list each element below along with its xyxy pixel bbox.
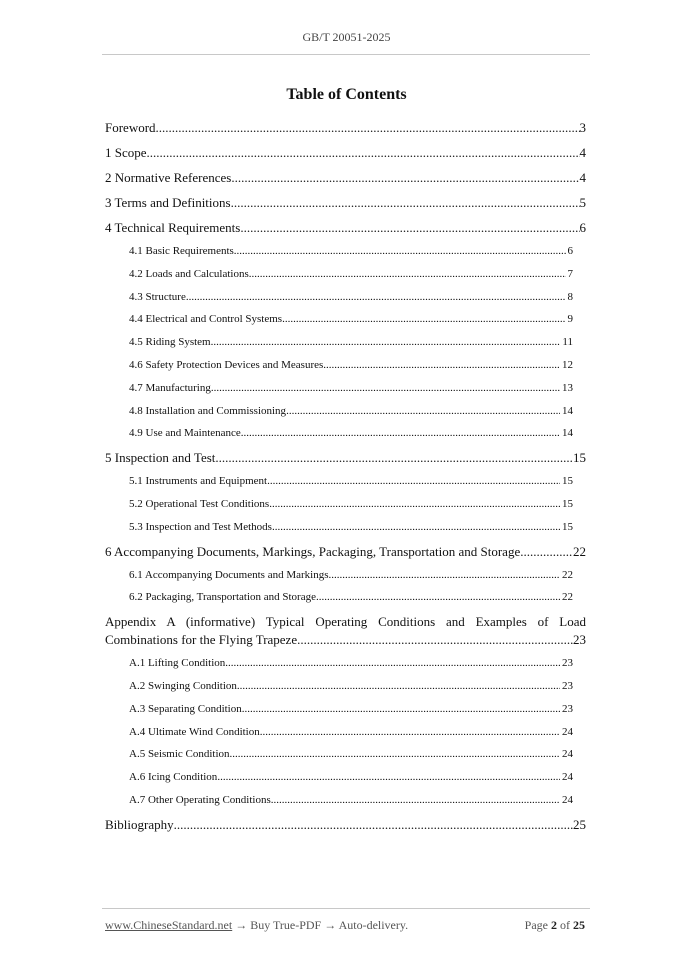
toc-entry-page: 23: [573, 632, 586, 648]
page-prefix: Page: [524, 918, 551, 932]
dot-leader: [267, 470, 560, 493]
toc-entry-label: 4.8 Installation and Commissioning: [129, 404, 287, 417]
table-of-contents: [105, 115, 586, 837]
dot-leader: [329, 564, 561, 587]
toc-entry[interactable]: [105, 516, 573, 539]
toc-entry-label: 5.1 Instruments and Equipment: [129, 475, 268, 488]
toc-entry-page: 3: [579, 120, 586, 135]
toc-entry-label: 6.1 Accompanying Documents and Markings: [129, 568, 329, 581]
toc-entry[interactable]: [105, 698, 573, 721]
toc-entry-page: 25: [573, 816, 586, 832]
toc-entry[interactable]: [105, 215, 586, 240]
dot-leader: [249, 263, 566, 286]
toc-entry-label: A.6 Icing Condition: [129, 771, 218, 784]
toc-entry-page: 14: [562, 404, 573, 417]
dot-leader: [234, 240, 566, 263]
toc-entry-label: 4.5 Riding System: [129, 336, 211, 349]
toc-entry-page: 22: [573, 543, 586, 559]
dot-leader: [186, 286, 566, 309]
toc-entry-label: Foreword: [105, 120, 156, 135]
toc-entry[interactable]: [105, 789, 573, 812]
toc-entry-page: 6: [567, 245, 573, 257]
toc-entry[interactable]: [105, 422, 573, 445]
toc-entry[interactable]: [105, 812, 586, 837]
dot-leader: [269, 493, 560, 516]
toc-entry-page: 7: [567, 267, 573, 280]
dot-leader: [225, 652, 560, 675]
toc-entry-label: A.1 Lifting Condition: [129, 657, 226, 670]
footer-divider: [102, 908, 590, 909]
toc-entry[interactable]: [105, 564, 573, 587]
toc-entry-page: 4: [579, 145, 586, 160]
toc-entry-page: 23: [562, 657, 573, 670]
toc-entry[interactable]: [105, 445, 586, 470]
dot-leader: [147, 140, 580, 165]
toc-entry-label-line1: Appendix A (informative) Typical Operating Conditions and Examples of Load: [105, 614, 586, 630]
page-footer: [105, 918, 585, 933]
toc-entry-page: 12: [562, 358, 573, 371]
toc-entry[interactable]: [105, 140, 586, 165]
page-current: 2: [551, 918, 557, 932]
toc-entry-label: 5 Inspection and Test: [105, 450, 216, 466]
toc-entry-label: 6 Accompanying Documents, Markings, Packaging, Transportation and Storage: [105, 543, 521, 559]
toc-entry-page: 24: [562, 793, 573, 806]
toc-entry-label: 5.3 Inspection and Test Methods: [129, 520, 272, 533]
toc-entry-label: 3 Terms and Definitions: [105, 195, 231, 210]
page-total: 25: [573, 918, 585, 932]
dot-leader: [215, 445, 573, 470]
footer-tagline: → Buy True-PDF → Auto-delivery.: [232, 918, 409, 932]
toc-entry[interactable]: [105, 354, 573, 377]
toc-entry-page: 8: [567, 290, 573, 303]
toc-entry-label: 5.2 Operational Test Conditions: [129, 497, 270, 510]
toc-entry-label: A.2 Swinging Condition: [129, 679, 237, 692]
toc-entry-label: A.4 Ultimate Wind Condition: [129, 725, 260, 738]
toc-entry-page: 15: [562, 497, 573, 510]
dot-leader: [230, 743, 560, 766]
footer-site-link[interactable]: www.ChineseStandard.net: [105, 918, 233, 932]
dot-leader: [211, 377, 560, 400]
toc-entry-label: 4.2 Loads and Calculations: [129, 267, 249, 280]
toc-entry[interactable]: [105, 539, 586, 564]
toc-entry-label: A.3 Separating Condition: [129, 702, 242, 715]
dot-leader: [231, 165, 579, 190]
toc-entry-label: 4.6 Safety Protection Devices and Measures: [129, 358, 324, 371]
toc-entry[interactable]: [105, 331, 573, 354]
footer-promo: [105, 918, 408, 933]
toc-entry-page: 22: [562, 568, 573, 581]
toc-entry[interactable]: [105, 400, 573, 423]
dot-leader: [174, 812, 573, 837]
toc-entry-page: 9: [567, 313, 573, 326]
dot-leader: [316, 586, 560, 609]
toc-entry-page: 15: [573, 450, 586, 466]
dot-leader: [520, 539, 573, 564]
toc-entry[interactable]: [105, 240, 573, 263]
toc-entry-label: 4.1 Basic Requirements: [129, 245, 234, 257]
dot-leader: [286, 400, 560, 423]
toc-entry[interactable]: [105, 652, 573, 675]
toc-entry[interactable]: [105, 743, 573, 766]
dot-leader: [282, 308, 565, 331]
toc-title: Table of Contents: [286, 86, 407, 103]
toc-entry-label: 2 Normative References: [105, 170, 232, 185]
page-number: [525, 918, 585, 933]
toc-entry-page: 23: [562, 679, 573, 692]
header-divider: [102, 54, 590, 55]
dot-leader: [323, 354, 560, 377]
toc-entry[interactable]: [105, 286, 573, 309]
toc-entry[interactable]: [105, 470, 573, 493]
dot-leader: [271, 789, 560, 812]
toc-entry[interactable]: [105, 766, 573, 789]
toc-entry-page: 4: [579, 170, 586, 185]
dot-leader: [272, 516, 560, 539]
dot-leader: [297, 631, 573, 649]
toc-entry-page: 6: [579, 220, 586, 235]
toc-entry[interactable]: [105, 493, 573, 516]
toc-entry[interactable]: [105, 609, 586, 652]
dot-leader: [231, 190, 580, 215]
toc-entry-page: 11: [562, 336, 573, 349]
toc-entry-label: 4.3 Structure: [129, 290, 186, 303]
dot-leader: [217, 766, 560, 789]
toc-entry-label: 4.4 Electrical and Control Systems: [129, 313, 283, 326]
toc-entry[interactable]: [105, 263, 573, 286]
toc-entry-label-line2: Combinations for the Flying Trapeze: [105, 632, 298, 648]
toc-entry-page: 23: [562, 702, 573, 715]
toc-entry[interactable]: [105, 377, 573, 400]
dot-leader: [242, 698, 560, 721]
toc-entry-label: Bibliography: [105, 816, 174, 832]
dot-leader: [237, 675, 560, 698]
toc-entry-page: 24: [562, 771, 573, 784]
dot-leader: [241, 422, 560, 445]
toc-entry-line2: [105, 631, 586, 649]
toc-entry-label: 4 Technical Requirements: [105, 220, 241, 235]
toc-entry[interactable]: [105, 586, 573, 609]
toc-entry-label: 4.9 Use and Maintenance: [129, 427, 241, 440]
dot-leader: [156, 115, 580, 140]
toc-entry[interactable]: [105, 190, 586, 215]
toc-entry-page: 14: [562, 427, 573, 440]
toc-entry-label: A.5 Seismic Condition: [129, 748, 230, 761]
toc-entry[interactable]: [105, 308, 573, 331]
toc-entry-label: A.7 Other Operating Conditions: [129, 793, 271, 806]
toc-entry[interactable]: [105, 675, 573, 698]
toc-entry-page: 13: [562, 381, 573, 394]
toc-entry-page: 24: [562, 725, 573, 738]
toc-entry[interactable]: [105, 721, 573, 744]
dot-leader: [260, 721, 560, 744]
dot-leader: [211, 331, 561, 354]
toc-entry-label: 4.7 Manufacturing: [129, 381, 211, 394]
toc-entry-page: 15: [562, 475, 573, 488]
toc-entry-page: 24: [562, 748, 573, 761]
dot-leader: [240, 215, 579, 240]
toc-entry-label: 1 Scope: [105, 145, 147, 160]
toc-entry-page: 22: [562, 591, 573, 604]
toc-entry-label: 6.2 Packaging, Transportation and Storage: [129, 591, 316, 604]
toc-entry[interactable]: [105, 165, 586, 190]
toc-entry-page: 5: [579, 195, 586, 210]
page-header: GB/T 20051-2025: [302, 30, 391, 44]
page-of: of: [557, 918, 573, 932]
toc-entry[interactable]: [105, 115, 586, 140]
toc-entry-page: 15: [562, 520, 573, 533]
